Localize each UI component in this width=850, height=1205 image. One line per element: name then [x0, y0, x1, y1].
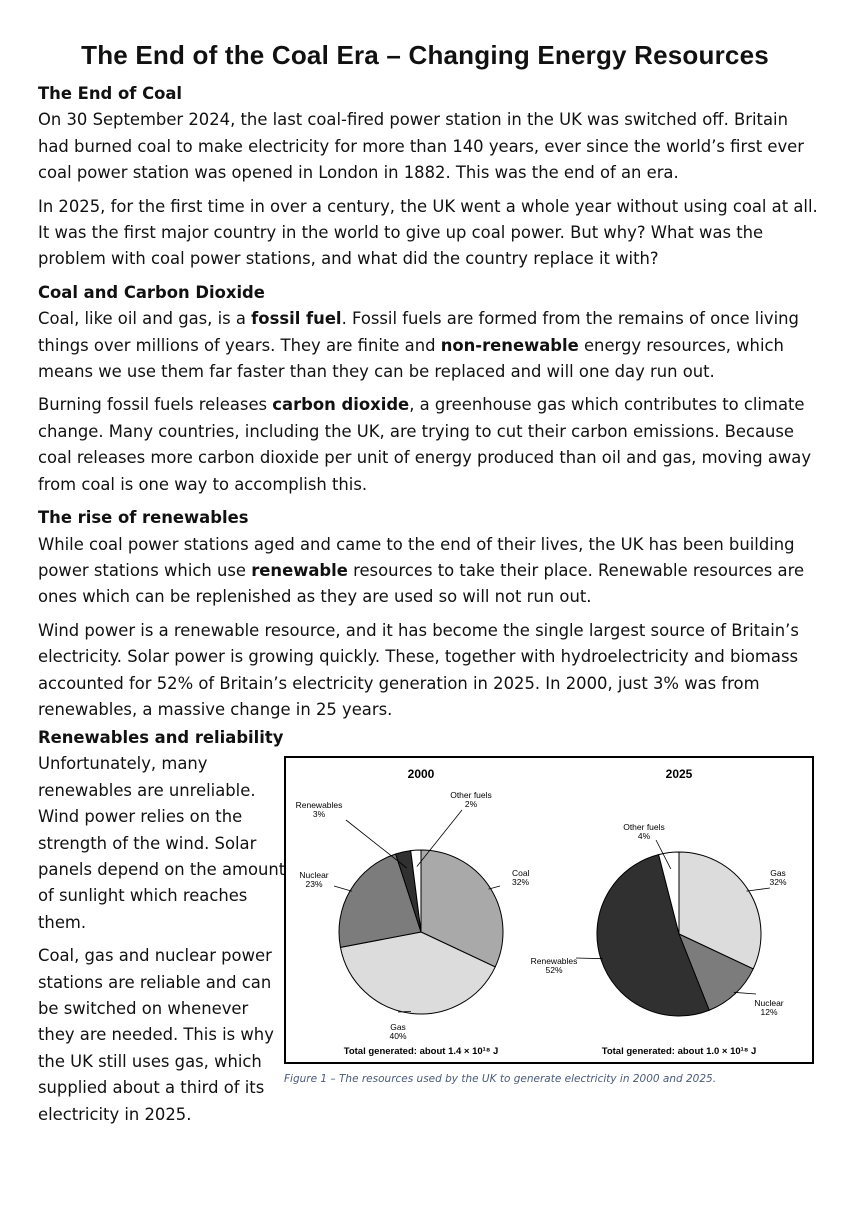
paragraph: In 2025, for the first time in over a century, the UK went a whole year without using coal at all. It was the first major country in the world to give up coal power. But why? What was the problem with coal power stations, and what did the country replace it with?	[38, 196, 818, 269]
chart-footer: Total generated: about 1.4 × 10¹⁸ J	[343, 1046, 499, 1057]
chart-title: 2000	[407, 767, 435, 781]
slice-value: 3%	[312, 809, 326, 819]
paragraph: Coal, like oil and gas, is a fossil fuel. Fossil fuels are formed from the remains of once living things over millions of years. They are finite and non-renewable energy resources, which means we use them far faster than they can be replaced and will one day run out.	[38, 309, 799, 382]
leader-line	[576, 958, 603, 959]
slice-value: 23%	[305, 879, 323, 889]
leader-line	[346, 820, 407, 868]
key-term: carbon dioxide	[272, 395, 410, 415]
pie-chart-2025	[531, 767, 787, 1057]
slice-value: 12%	[760, 1007, 778, 1017]
slice-label: Renewables	[295, 800, 343, 810]
key-term: non-renewable	[440, 335, 579, 355]
section-heading: The rise of renewables	[38, 508, 249, 528]
paragraph: Wind power is a renewable resource, and it has become the single largest source of Britain’s electricity. Solar power is growing quickly. These, together with hydroelectricity and biomass accounted for 52% of Britain’s electricity generation in 2025. In 2000, just 3% was from renewables, a massive change in 25 years.	[38, 620, 799, 719]
slice-value: 32%	[769, 877, 787, 887]
slice-value: 2%	[464, 799, 478, 809]
pie-charts-svg	[286, 758, 812, 1062]
leader-line	[747, 888, 771, 891]
figure-1-energy-pie-charts	[284, 756, 814, 1064]
leader-line	[734, 992, 756, 994]
chart-title: 2025	[665, 767, 693, 781]
key-term: renewable	[251, 560, 348, 580]
slice-label: Other fuels	[450, 790, 492, 800]
leader-line	[334, 886, 352, 891]
slice-label: Renewables	[530, 956, 578, 966]
slice-label: Gas	[390, 1022, 406, 1032]
reliability-paragraph-2: Coal, gas and nuclear power stations are reliable and can be switched on whenever they are needed. This is why the UK still uses gas, which supplied about a third of its electricity in 2025.	[38, 946, 274, 1124]
slice-label: Gas	[770, 868, 786, 878]
main-content	[38, 81, 822, 730]
slice-label: Other fuels	[623, 822, 665, 832]
reliability-section	[38, 725, 286, 1135]
paragraph: While coal power stations aged and came to the end of their lives, the UK has been building power stations which use renewable resources to take their place. Renewable resources are ones which can be replenished as they are used so will not run out.	[38, 534, 805, 607]
slice-value: 40%	[389, 1031, 407, 1041]
reliability-paragraph-1: Unfortunately, many renewables are unreliable. Wind power relies on the strength of the wind. Solar panels depend on the amount of sunlight which reaches them.	[38, 754, 286, 932]
key-term: fossil fuel	[251, 309, 342, 329]
section-heading: Coal and Carbon Dioxide	[38, 282, 265, 302]
section-heading: The End of Coal	[38, 84, 183, 103]
figure-caption: Figure 1 – The resources used by the UK to generate electricity in 2000 and 2025.	[284, 1073, 717, 1085]
slice-label: Nuclear	[754, 998, 784, 1008]
paragraph: On 30 September 2024, the last coal-fired power station in the UK was switched off. Britain had burned coal to make electricity for more than 140 years, ever since the world’s first ever coal power station was opened in London in 1882. This was the end of an era.	[38, 110, 804, 183]
slice-label: Coal	[512, 868, 530, 878]
paragraph: Burning fossil fuels releases carbon dioxide, a greenhouse gas which contributes to climate change. Many countries, including the UK, are trying to cut their carbon emissions. Because coal releases more carbon dioxide per unit of energy produced than oil and gas, moving away from coal is one way to accomplish this.	[38, 395, 812, 494]
slice-value: 52%	[545, 965, 563, 975]
slice-value: 4%	[637, 831, 651, 841]
pie-chart-2000	[296, 767, 530, 1057]
slice-label: Nuclear	[299, 870, 329, 880]
page-title: The End of the Coal Era – Changing Energy Resources	[81, 40, 769, 70]
chart-footer: Total generated: about 1.0 × 10¹⁸ J	[601, 1046, 757, 1057]
section-heading-reliability: Renewables and reliability	[38, 728, 284, 747]
slice-value: 32%	[512, 877, 530, 887]
